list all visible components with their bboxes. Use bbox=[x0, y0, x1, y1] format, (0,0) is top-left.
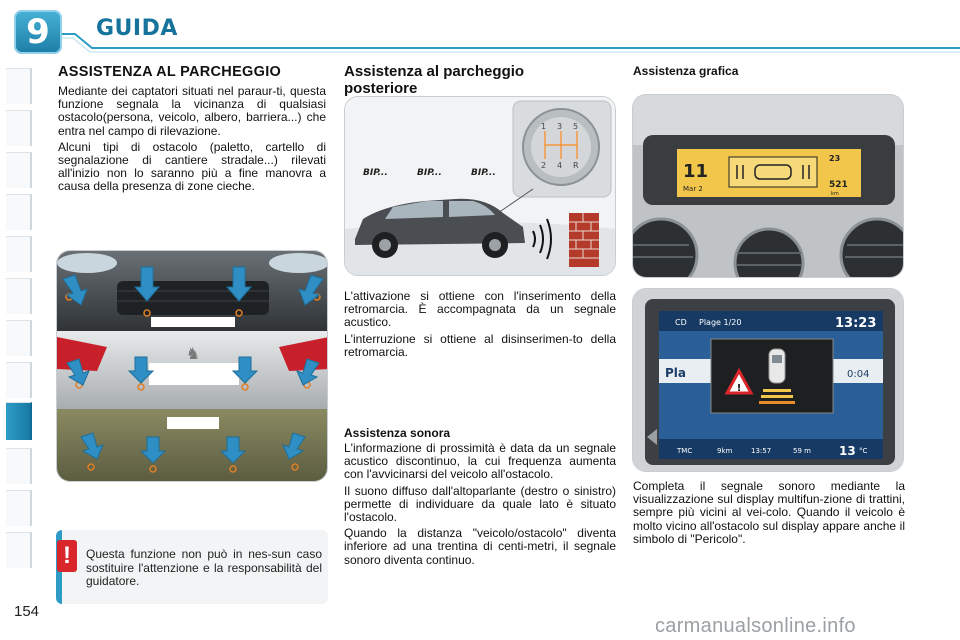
chapter-tab[interactable] bbox=[6, 110, 32, 146]
paragraph: Alcuni tipi di ostacolo (paletto, cartello di segnalazione di cantiere stradale...) rilevati all'inizio non lo saranno più a fine manovra a causa della presenza di zone cieche. bbox=[58, 139, 326, 194]
display-tmc: TMC bbox=[677, 447, 693, 455]
gear-label: R bbox=[573, 161, 579, 170]
section-title: Assistenza al parcheggio posteriore bbox=[344, 63, 525, 97]
multifunction-display-illustration bbox=[632, 288, 904, 472]
watermark: carmanualsonline.info bbox=[655, 615, 856, 637]
chapter-tab[interactable] bbox=[6, 362, 32, 398]
display-distance-2: 59 m bbox=[793, 447, 811, 455]
display-temp: 23 bbox=[829, 154, 841, 163]
display-small-number: 521 bbox=[829, 180, 848, 190]
warning-text: Questa funzione non può in nes-sun caso sostituire l'attenzione e la responsabilità del guidatore. bbox=[86, 547, 322, 588]
beep-label: BIP... bbox=[363, 168, 388, 178]
display-unit: km bbox=[831, 191, 839, 197]
page-number: 154 bbox=[14, 603, 40, 620]
paragraph: Mediante dei captatori situati nel paraur-ti, questa funzione segnala la vicinanza di qualsiasi ostacolo(persona, veicolo, albero, barriera...) che entra nel campo di rilevazione. bbox=[58, 84, 326, 138]
chapter-tab[interactable] bbox=[6, 448, 32, 484]
chapter-tabs bbox=[0, 64, 40, 574]
display-date: Mar 2 bbox=[683, 185, 703, 193]
activation-text bbox=[344, 290, 616, 362]
display-distance: 9km bbox=[717, 447, 733, 455]
display-remaining: 0:04 bbox=[847, 369, 870, 380]
paragraph: Quando la distanza "veicolo/ostacolo" diventa inferiore ad una trentina di centi-metri, il segnale sonoro diventa continuo. bbox=[344, 526, 616, 567]
display-track: Plage 1/20 bbox=[699, 318, 742, 327]
dashboard-display-illustration bbox=[632, 94, 904, 278]
left-text bbox=[58, 85, 326, 197]
chapter-number-badge: 9 bbox=[14, 10, 62, 54]
display-big-number: 11 bbox=[683, 161, 709, 182]
chapter-tab[interactable] bbox=[6, 532, 32, 568]
display-clock: 13:57 bbox=[751, 447, 772, 455]
paragraph: Completa il segnale sonoro mediante la visualizzazione sul display multifun-zione di trattini, sempre più vicini al vei-colo. Quando il veicolo è molto vicino all'ostacolo sul display appare anche il simbolo di "Pericolo". bbox=[633, 479, 905, 546]
svg-text:♞: ♞ bbox=[185, 344, 201, 363]
display-time: 13:23 bbox=[835, 316, 877, 331]
section-title: ASSISTENZA AL PARCHEGGIO bbox=[58, 64, 282, 80]
chapter-tab[interactable] bbox=[6, 490, 32, 526]
gear-label: 5 bbox=[573, 122, 579, 131]
chapter-title: GUIDA bbox=[96, 16, 178, 41]
beep-label: BIP... bbox=[471, 168, 496, 178]
display-cd-label: CD bbox=[675, 318, 687, 327]
subsection-title: Assistenza sonora bbox=[344, 426, 451, 440]
paragraph: L'informazione di prossimità è data da un segnale acustico discontinuo, la cui frequenza aumenta con l'avvicinarsi del veicolo all'ostacolo. bbox=[344, 441, 616, 482]
gear-label: 1 bbox=[541, 122, 547, 131]
sound-assist-text bbox=[344, 442, 616, 570]
chapter-tab[interactable] bbox=[6, 68, 32, 104]
paragraph: Il suono diffuso dall'altoparlante (destro o sinistro) permette di individuare da quale lato è situato l'ostacolo. bbox=[344, 483, 616, 525]
chapter-tab-active[interactable] bbox=[6, 402, 32, 440]
display-temperature: 13 bbox=[839, 444, 856, 458]
gear-label: 4 bbox=[557, 161, 563, 170]
chapter-tab[interactable] bbox=[6, 320, 32, 356]
display-temperature-unit: °C bbox=[859, 447, 868, 455]
beep-label: BIP... bbox=[417, 168, 442, 178]
display-track-label: Pla bbox=[665, 366, 687, 380]
subsection-title: Assistenza grafica bbox=[633, 64, 739, 78]
chapter-tab[interactable] bbox=[6, 152, 32, 188]
warning-exclamation-icon: ! bbox=[57, 540, 77, 572]
chapter-tab[interactable] bbox=[6, 236, 32, 272]
paragraph: L'interruzione si ottiene al disinserimen-to della retromarcia. bbox=[344, 331, 616, 359]
gear-label: 3 bbox=[557, 122, 563, 131]
graphic-assist-text bbox=[633, 480, 905, 549]
gear-label: 2 bbox=[541, 161, 547, 170]
svg-text:!: ! bbox=[736, 383, 742, 394]
reverse-gear-illustration bbox=[344, 96, 616, 276]
chapter-tab[interactable] bbox=[6, 194, 32, 230]
chapter-tab[interactable] bbox=[6, 278, 32, 314]
paragraph: L'attivazione si ottiene con l'inserimento della retromarcia. È accompagnata da un segnale acustico. bbox=[344, 289, 616, 330]
bumper-sensors-illustration bbox=[56, 250, 328, 482]
